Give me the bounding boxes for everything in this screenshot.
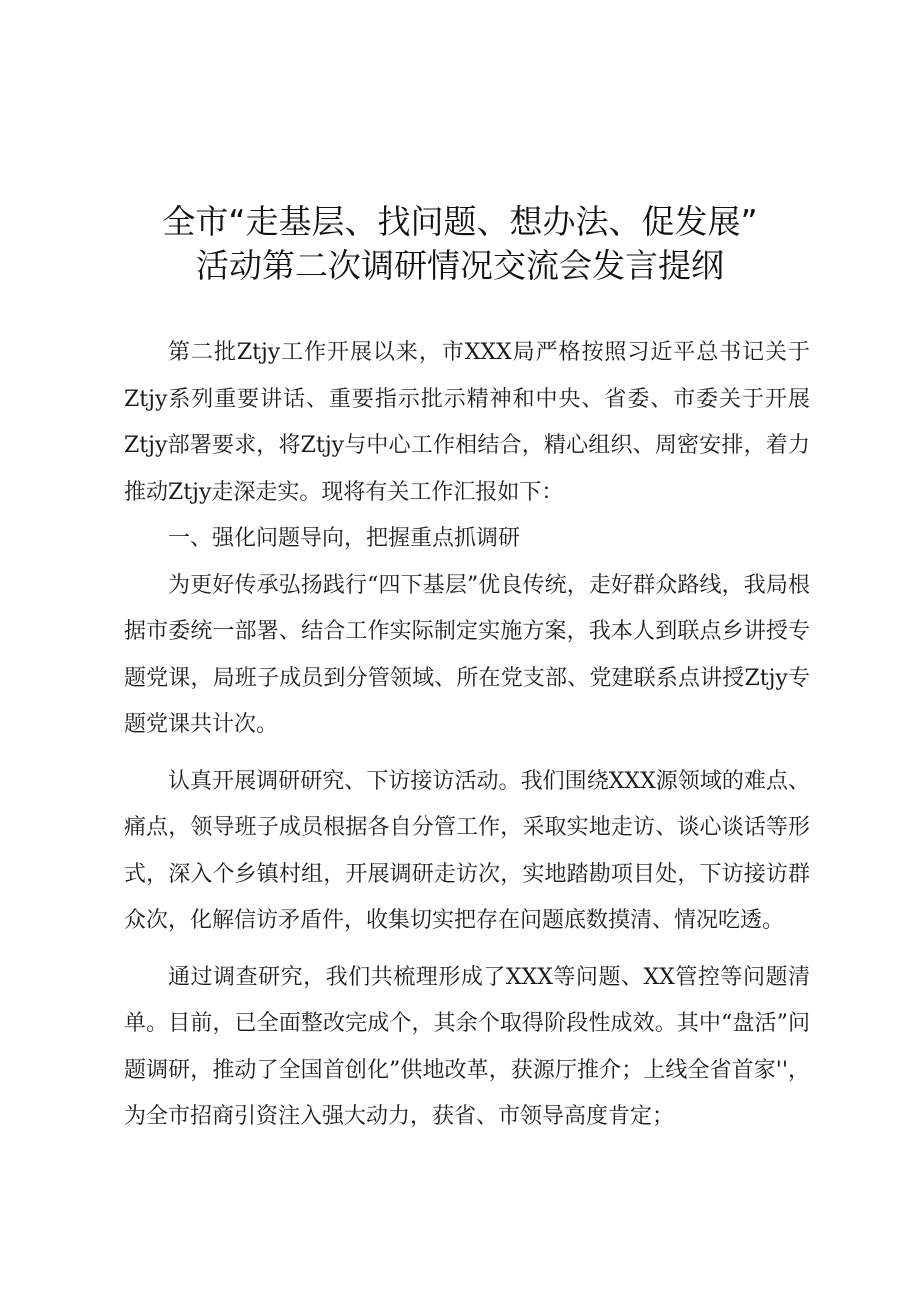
body-paragraph-2: 认真开展调研研究、下访接访活动。我们围绕XXX源领域的难点、痛点，领导班子成员根据各自分管工作，采取实地走访、谈心谈话等形式，深入个乡镇村组，开展调研走访次，实地踏勘项目处，下访接访群众次，化解信访矛盾件，收集切实把存在问题底数摸清、情况吃透。 (124, 768, 810, 933)
intro-paragraph: 第二批Ztjy工作开展以来，市XXX局严格按照习近平总书记关于Ztjy系列重要讲话、重要指示批示精神和中央、省委、市委关于开展Ztjy部署要求，将Ztjy与中心工作相结合，精心组织、周密安排，着力推动Ztjy走深走实。现将有关工作汇报如下： (124, 340, 810, 505)
document-body (124, 330, 810, 1141)
body-paragraph-1: 为更好传承弘扬践行“四下基层”优良传统，走好群众路线，我局根据市委统一部署、结合工作实际制定实施方案，我本人到联点乡讲授专题党课，局班子成员到分管领域、所在党支部、党建联系点讲授Ztjy专题党课共计次。 (124, 572, 810, 737)
body-paragraph-3: 通过调查研究，我们共梳理形成了XXX等问题、XX管控等问题清单。目前，已全面整改完成个，其余个取得阶段性成效。其中“盘活”问题调研，推动了全国首创化”供地改革，获源厅推介；上线全省首家''，为全市招商引资注入强大动力，获省、市领导高度肯定； (124, 964, 810, 1129)
document-title-line-1: 全市“走基层、找问题、想办法、促发展” (162, 202, 758, 241)
document-title-line-2: 活动第二次调研情况交流会发言提纲 (196, 246, 724, 285)
section-heading-1: 一、强化问题导向，把握重点抓调研 (168, 526, 521, 551)
